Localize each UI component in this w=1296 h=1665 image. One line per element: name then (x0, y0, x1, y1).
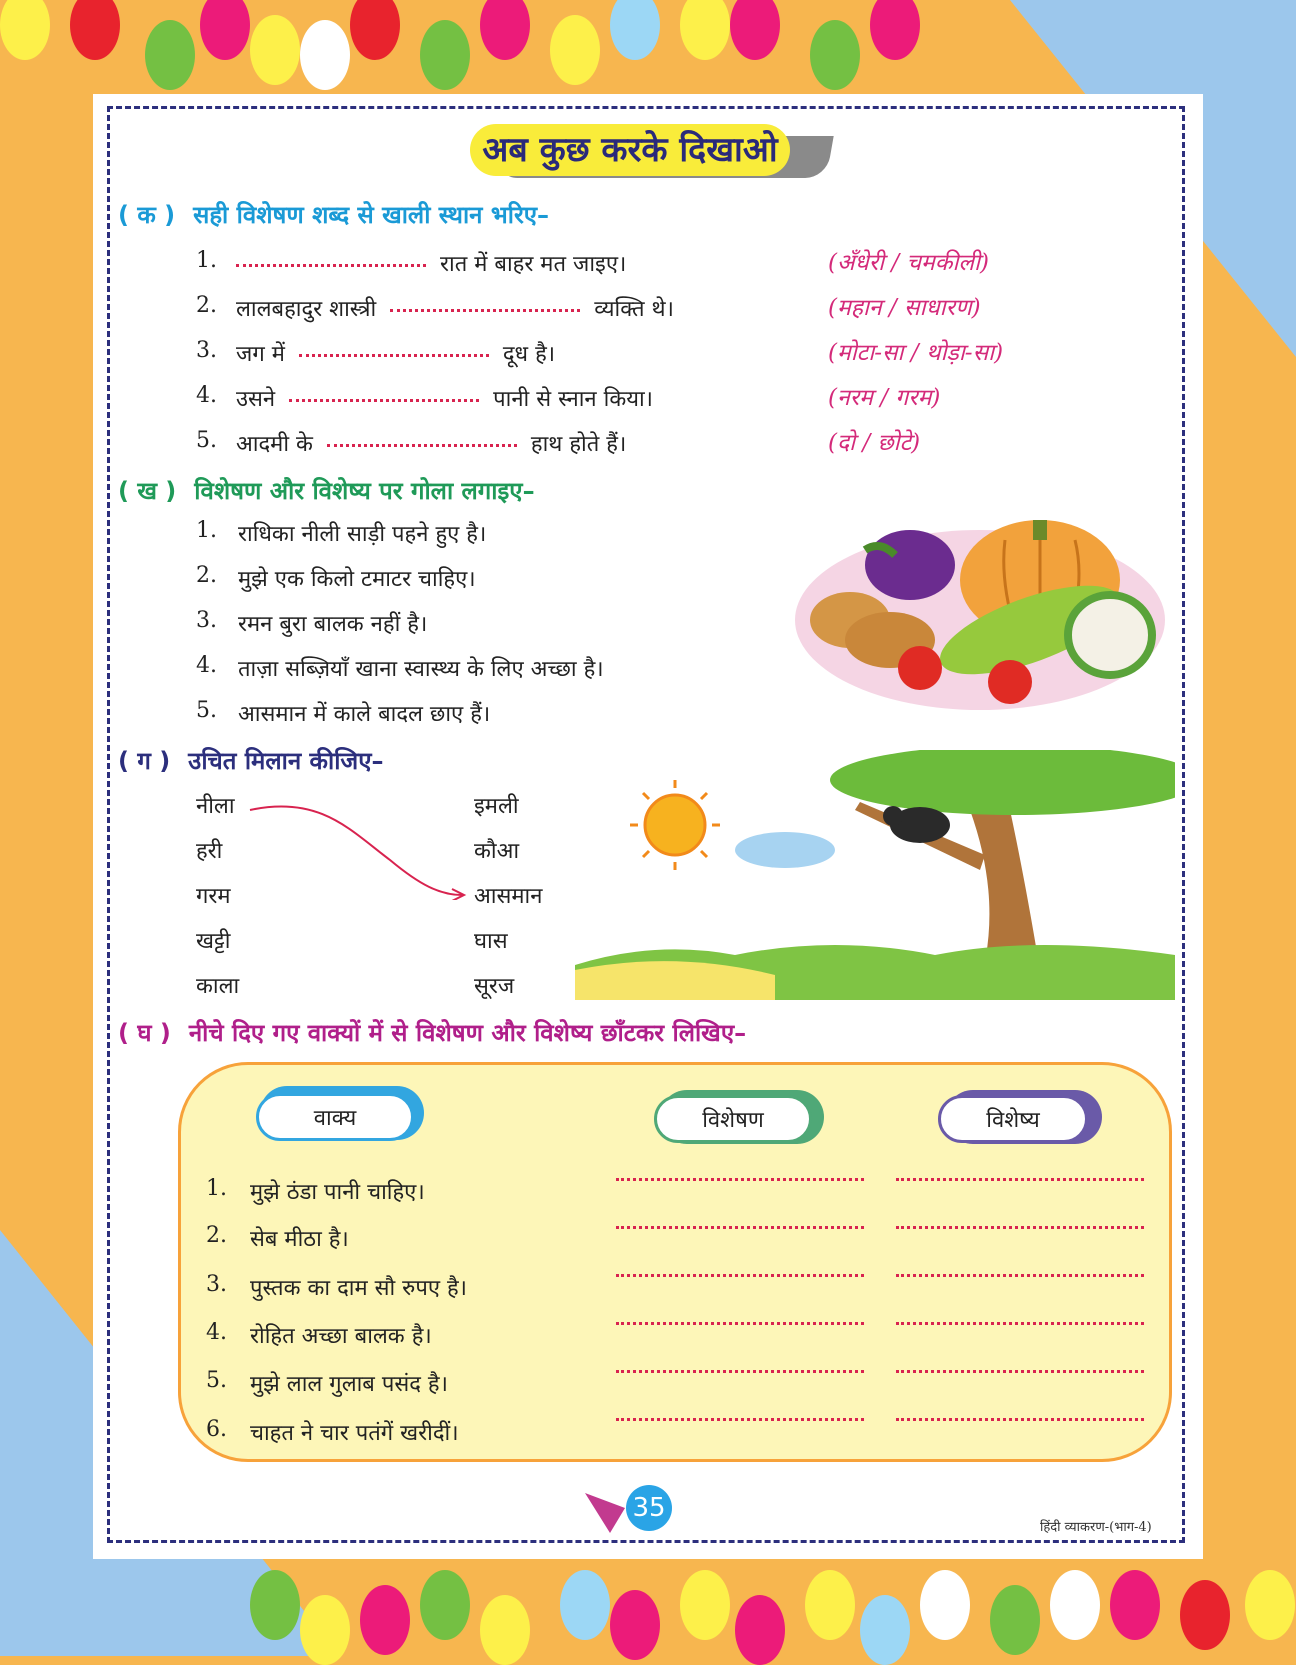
sentence: मुझे लाल गुलाब पसंद है। (250, 1372, 448, 1397)
options: (दो / छोटे) (828, 430, 921, 456)
match-right-item[interactable]: आसमान (474, 884, 543, 909)
match-left-item[interactable]: नीला (196, 794, 235, 819)
item-number: 6. (206, 1417, 227, 1442)
item-number: 5. (196, 428, 217, 453)
options: (मोटा-सा / थोड़ा-सा) (828, 340, 1004, 366)
section-label: ( क ) (118, 201, 176, 229)
noun-answer-line[interactable] (896, 1274, 1144, 1277)
item-number: 3. (196, 338, 217, 363)
title-banner (470, 124, 830, 182)
item-number: 2. (206, 1223, 227, 1248)
adjective-answer-line[interactable] (616, 1370, 864, 1373)
circle-item[interactable]: मुझे एक किलो टमाटर चाहिए। (238, 567, 476, 592)
sentence: मुझे ठंडा पानी चाहिए। (250, 1180, 425, 1205)
circle-item[interactable]: ताज़ा सब्ज़ियाँ खाना स्वास्थ्य के लिए अच्छा है। (238, 657, 604, 682)
adjective-answer-line[interactable] (616, 1274, 864, 1277)
top-dot-border (0, 0, 1296, 85)
circle-item[interactable]: आसमान में काले बादल छाए हैं। (238, 702, 491, 727)
vegetables-illustration (790, 520, 1170, 720)
page-title: अब कुछ करके दिखाओ (470, 124, 790, 176)
options: (महान / साधारण) (828, 295, 981, 321)
column-header-noun: विशेष्य (938, 1095, 1088, 1143)
item-number: 5. (206, 1368, 227, 1393)
item-number: 1. (196, 518, 217, 543)
section-kh-heading (118, 474, 535, 507)
blank-line[interactable] (390, 309, 580, 312)
item-text: रात में बाहर मत जाइए। (440, 252, 627, 277)
item-number: 4. (206, 1320, 227, 1345)
item-number: 4. (196, 653, 217, 678)
sentence: रोहित अच्छा बालक है। (250, 1324, 432, 1349)
noun-answer-line[interactable] (896, 1322, 1144, 1325)
item-number: 1. (206, 1176, 227, 1201)
fill-in-item (236, 338, 555, 368)
fill-in-item (236, 293, 674, 323)
fill-in-item (236, 383, 653, 413)
item-number: 3. (196, 608, 217, 633)
fill-in-item (236, 428, 626, 458)
adjective-answer-line[interactable] (616, 1418, 864, 1421)
sentence: पुस्तक का दाम सौ रुपए है। (250, 1276, 467, 1301)
column-header-sentence: वाक्य (256, 1093, 414, 1141)
blank-line[interactable] (236, 264, 426, 267)
adjective-answer-line[interactable] (616, 1226, 864, 1229)
noun-answer-line[interactable] (896, 1178, 1144, 1181)
section-text: नीचे दिए गए वाक्यों में से विशेषण और विशेष्य छाँटकर लिखिए– (188, 1019, 747, 1047)
item-number: 2. (196, 563, 217, 588)
match-right-item[interactable]: कौआ (474, 839, 520, 864)
noun-answer-line[interactable] (896, 1370, 1144, 1373)
sentence: चाहत ने चार पतंगें खरीदीं। (250, 1421, 459, 1446)
item-text: व्यक्ति थे। (594, 297, 674, 322)
section-text: विशेषण और विशेष्य पर गोला लगाइए– (194, 477, 535, 505)
item-number: 2. (196, 293, 217, 318)
footer-book-title: हिंदी व्याकरण-(भाग-4) (1040, 1520, 1152, 1535)
adjective-answer-line[interactable] (616, 1178, 864, 1181)
adjective-answer-line[interactable] (616, 1322, 864, 1325)
item-text: लालबहादुर शास्त्री (236, 297, 377, 322)
match-right-item[interactable]: घास (474, 929, 508, 954)
item-text: हाथ होते हैं। (530, 432, 627, 457)
example-match-arrow (240, 800, 480, 900)
item-text: आदमी के (236, 432, 313, 457)
column-header-adjective: विशेषण (654, 1095, 812, 1143)
section-label: ( ख ) (118, 477, 177, 505)
section-gh-heading (118, 1016, 746, 1049)
item-text: दूध है। (502, 342, 556, 367)
options: (अँधेरी / चमकीली) (828, 250, 989, 276)
item-text: जग में (236, 342, 285, 367)
match-left-item[interactable]: खट्टी (196, 929, 231, 954)
section-label: ( ग ) (118, 747, 171, 775)
page-number: 35 (626, 1485, 672, 1531)
section-label: ( घ ) (118, 1019, 171, 1047)
item-number: 4. (196, 383, 217, 408)
options: (नरम / गरम) (828, 385, 941, 411)
noun-answer-line[interactable] (896, 1226, 1144, 1229)
match-right-item[interactable]: इमली (474, 794, 519, 819)
noun-answer-line[interactable] (896, 1418, 1144, 1421)
bottom-dot-border (0, 1570, 1296, 1665)
section-k-heading (118, 198, 549, 231)
blank-line[interactable] (327, 444, 517, 447)
section-text: सही विशेषण शब्द से खाली स्थान भरिए– (193, 201, 550, 229)
match-right-item[interactable]: सूरज (474, 974, 515, 999)
match-left-item[interactable]: हरी (196, 839, 223, 864)
sentence: सेब मीठा है। (250, 1227, 349, 1252)
item-number: 5. (196, 698, 217, 723)
item-number: 1. (196, 248, 217, 273)
item-number: 3. (206, 1272, 227, 1297)
section-g-heading (118, 744, 384, 777)
page-ribbon-icon (580, 1488, 630, 1538)
tree-scene-illustration (575, 750, 1175, 1000)
item-text: पानी से स्नान किया। (493, 387, 654, 412)
circle-item[interactable]: रमन बुरा बालक नहीं है। (238, 612, 428, 637)
item-text: उसने (236, 387, 276, 412)
section-text: उचित मिलान कीजिए– (188, 747, 384, 775)
match-left-item[interactable]: गरम (196, 884, 231, 909)
match-left-item[interactable]: काला (196, 974, 240, 999)
blank-line[interactable] (289, 399, 479, 402)
fill-in-item (236, 248, 626, 278)
blank-line[interactable] (299, 354, 489, 357)
circle-item[interactable]: राधिका नीली साड़ी पहने हुए है। (238, 522, 487, 547)
